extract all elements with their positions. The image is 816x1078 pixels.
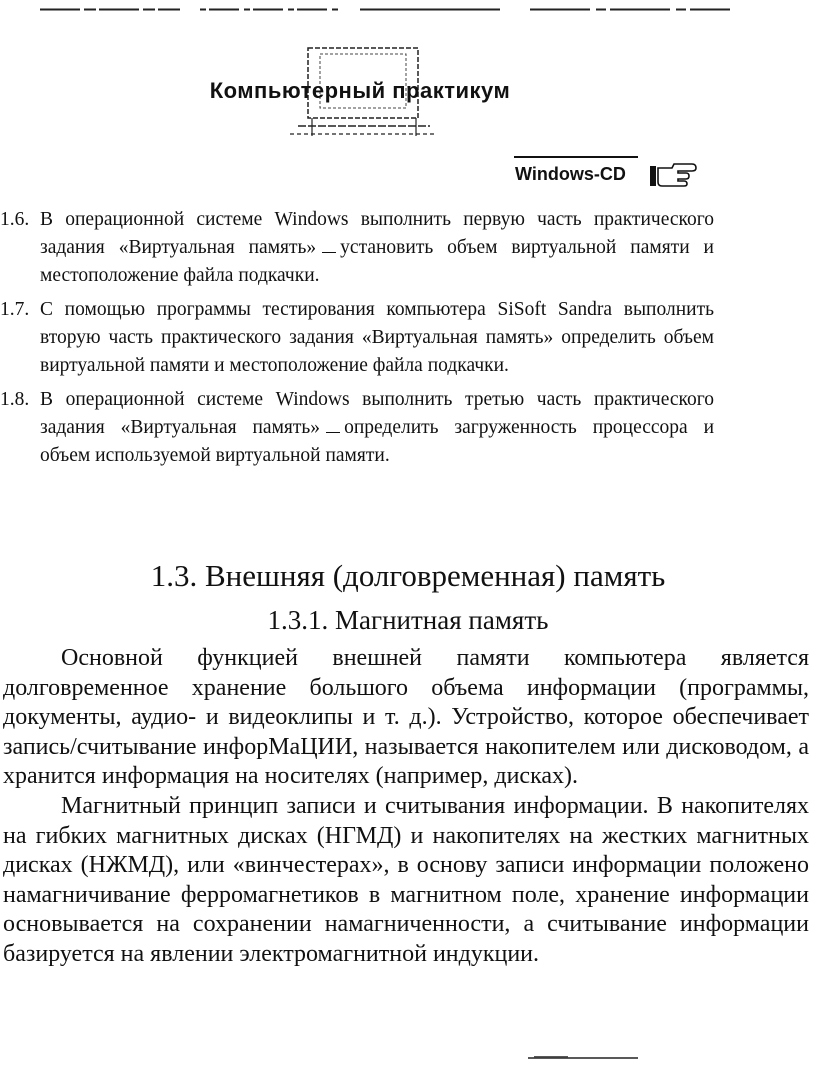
pointing-hand-icon <box>648 160 698 190</box>
paragraph: Магнитный принцип записи и считывания информации. В накопителях на гибких магнитных дисках (НГМД) и накопителях на жестких магнитных дисках (НЖМД), или «винчестерах», в основу записи информации положено намагничивание ферромагнетиков в магнитном поле, хранение информации основывается на сохранении намагниченности, а считывание информации базируется на явлении электромагнитной индукции. <box>3 792 809 967</box>
footer-rule-decoration <box>528 1056 638 1060</box>
body-text <box>3 644 809 970</box>
badge-rule <box>514 156 638 158</box>
exercise-text <box>40 386 714 470</box>
paragraph: Основной функцией внешней памяти компьютера является долговременное хранение большого объема информации (программы, документы, аудио- и видеоклипы и т. д.). Устройство, которое обеспечивает запись/считывание инфорМаЦИИ, называется накопителем или дисководом, а хранится информация на носителях (например, дисках). <box>3 645 809 790</box>
dash-mark <box>322 252 336 253</box>
exercise-number: 1.6. <box>0 209 30 230</box>
subsection-title: 1.3.1. Магнитная память <box>267 605 549 635</box>
exercise-text-part: установить объем виртуальной памяти и местоположение файла подкачки. <box>40 237 714 286</box>
exercise-text: С помощью программы тестирования компьютера SiSoft Sandra выполнить вторую часть практического задания «Виртуальная память» определить объем виртуальной памяти и местоположение файла подкачки. <box>40 299 714 376</box>
exercise-text <box>40 206 714 290</box>
exercise-item <box>0 206 714 290</box>
section-title: 1.3. Внешняя (долговременная) память <box>150 558 666 593</box>
dash-mark <box>326 432 340 433</box>
exercise-text-part: В операционной системе Windows выполнить первую часть практического задания «Виртуальная память» <box>40 209 714 258</box>
exercise-list <box>0 206 714 476</box>
top-rule-decoration <box>40 8 740 11</box>
exercise-text-part: В операционной системе Windows выполнить третью часть практического задания «Виртуальная память» <box>40 389 714 438</box>
exercise-number: 1.8. <box>0 389 30 410</box>
exercise-item <box>0 386 714 470</box>
exercise-item <box>0 296 714 380</box>
exercise-text-part: определить загруженность процессора и объем используемой виртуальной памяти. <box>40 417 714 466</box>
windows-cd-label: Windows-CD <box>515 164 626 184</box>
page-header-title: Компьютерный практикум <box>209 78 511 103</box>
exercise-number: 1.7. <box>0 299 30 320</box>
